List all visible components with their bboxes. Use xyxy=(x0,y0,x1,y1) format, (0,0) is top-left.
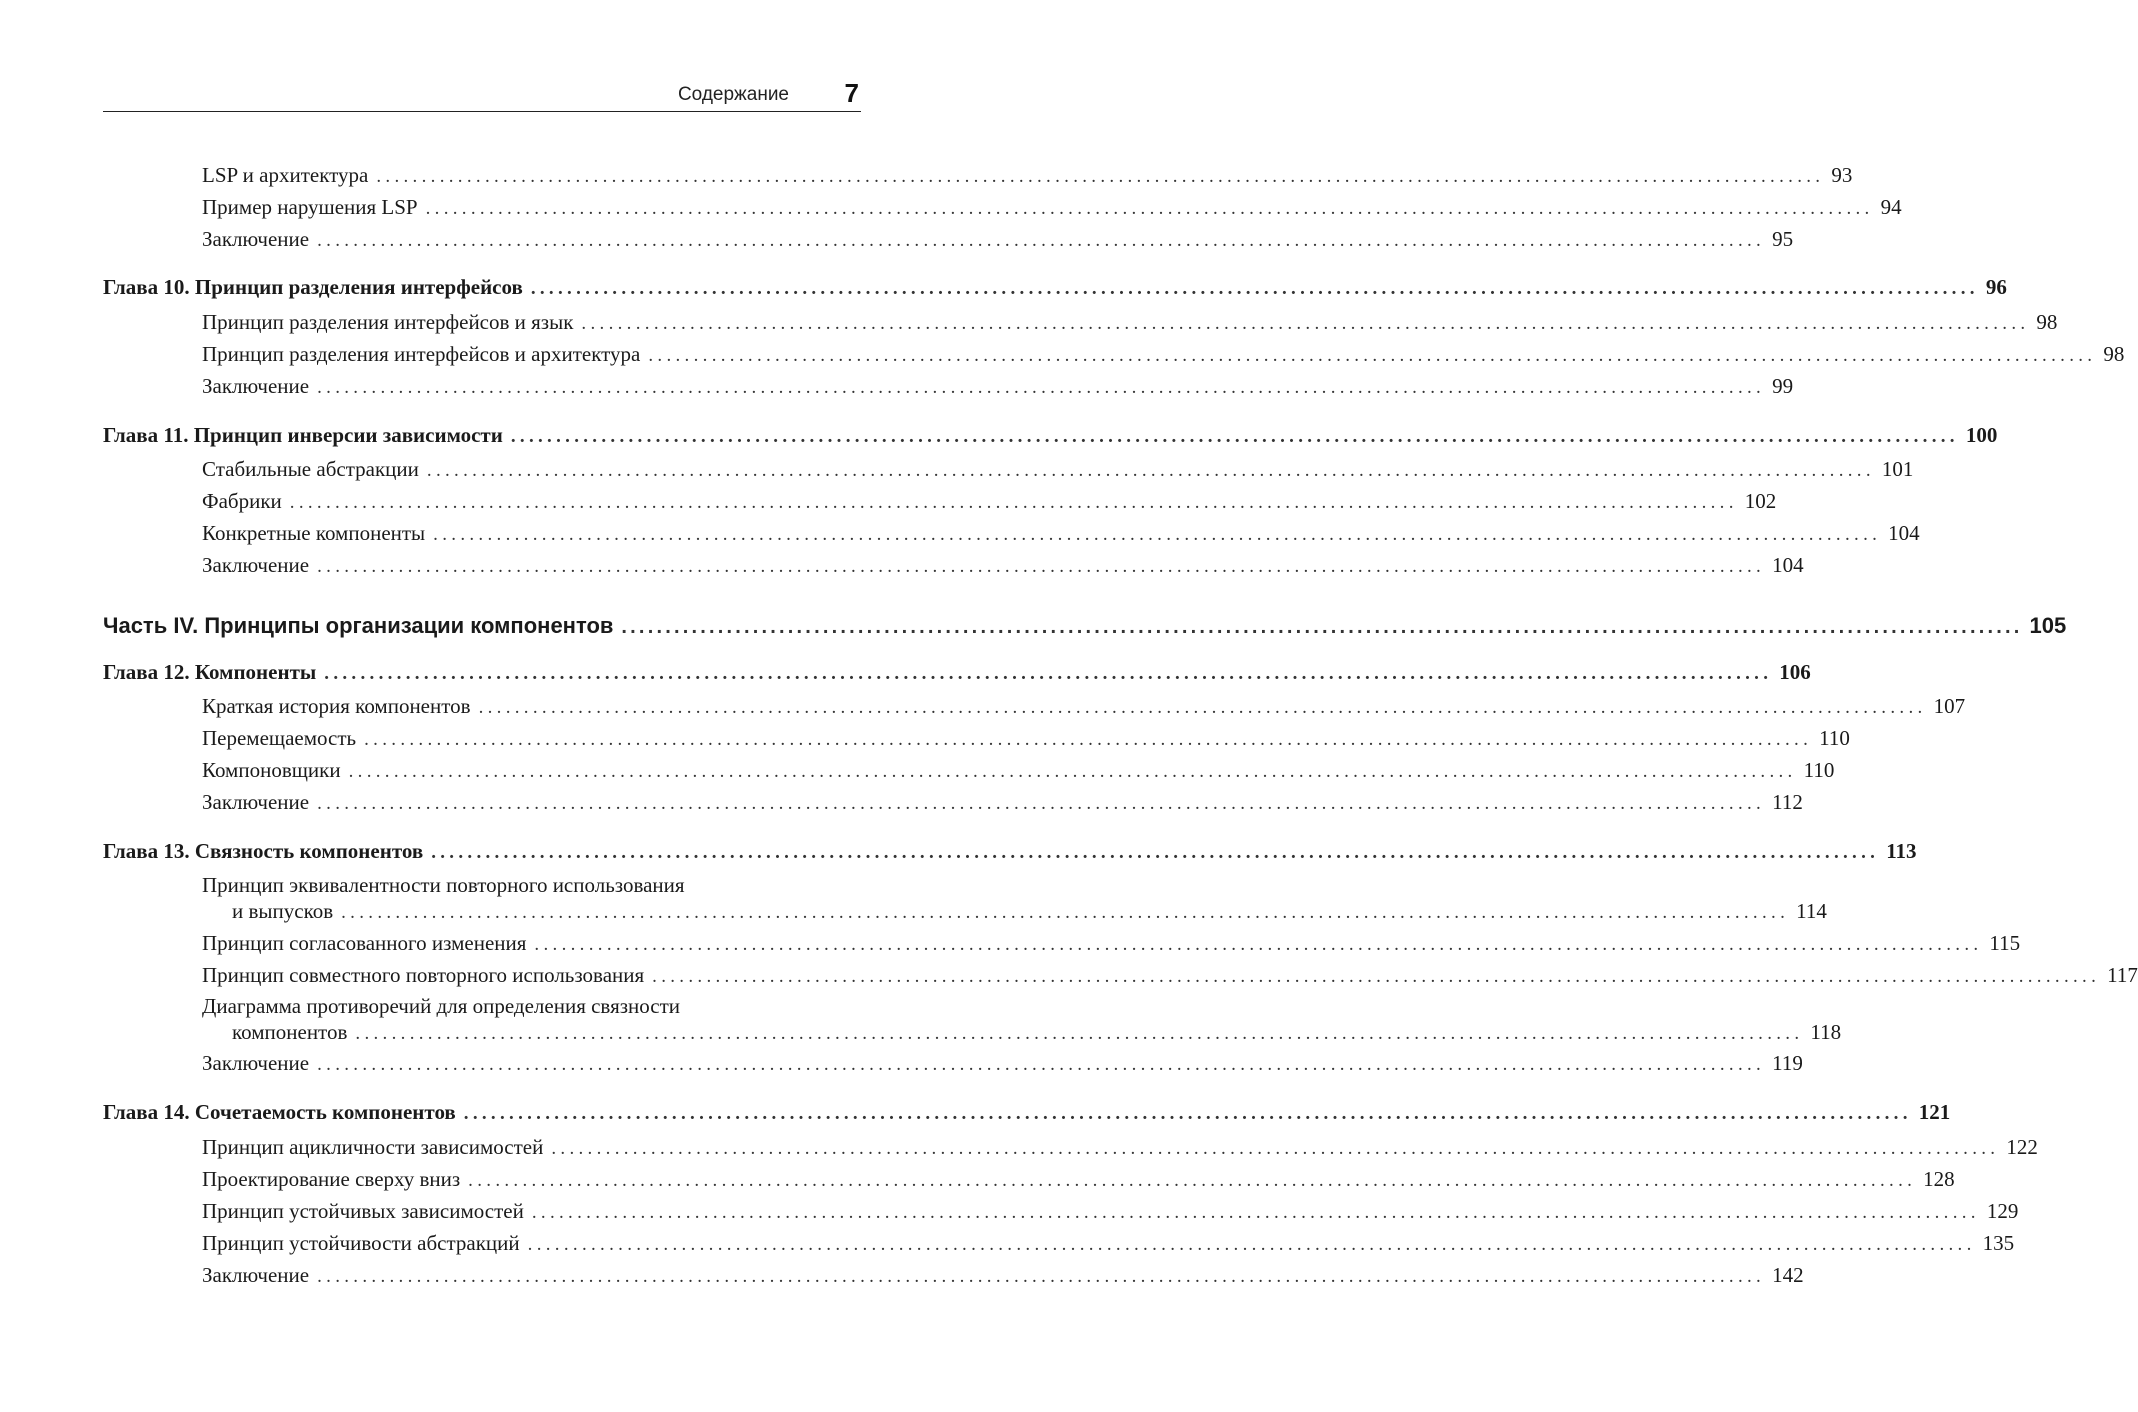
toc-entry-page: 99 xyxy=(1772,374,1794,398)
toc-entry-page: 119 xyxy=(1772,1051,1803,1075)
dot-leader: ................................................................................................................................................................ xyxy=(648,345,2097,366)
toc-entry-title: Фабрики xyxy=(202,489,282,513)
toc-entry-page: 142 xyxy=(1772,1263,1804,1287)
running-head-title: Содержание xyxy=(677,84,789,105)
toc-entry-section[interactable] xyxy=(202,227,1794,253)
dot-leader: ................................................................................................................................................................ xyxy=(317,377,1766,398)
toc-entry-page: 104 xyxy=(1888,521,1920,545)
toc-entry-section[interactable] xyxy=(202,1231,2015,1257)
toc-entry-section[interactable] xyxy=(202,1135,2038,1161)
toc-entry-title: Принцип устойчивых зависимостей xyxy=(202,1199,524,1223)
dot-leader: ................................................................................................................................................................ xyxy=(581,313,2030,334)
dot-leader: ................................................................................................................................................................ xyxy=(341,902,1790,923)
toc-entry-title: Глава 13. Связность компонентов xyxy=(103,839,424,863)
toc-entry-title: Конкретные компоненты xyxy=(202,521,426,545)
toc-entry-title: Глава 11. Принцип инверсии зависимости xyxy=(103,423,503,447)
toc-entry-section[interactable] xyxy=(202,931,2021,957)
toc-entry-section[interactable] xyxy=(202,489,1777,515)
toc-entry-page: 106 xyxy=(1779,660,1811,684)
toc-entry-title: Глава 10. Принцип разделения интерфейсов xyxy=(103,275,523,299)
toc-entry-section[interactable] xyxy=(202,521,1920,547)
toc-entry-title: LSP и архитектура xyxy=(202,163,369,187)
toc-entry-page: 94 xyxy=(1880,195,1902,219)
toc-entry-section[interactable] xyxy=(202,195,1902,221)
toc-entry-page: 98 xyxy=(2103,342,2125,366)
toc-entry-title: Глава 12. Компоненты xyxy=(103,660,317,684)
toc-entry-chapter[interactable] xyxy=(103,1100,1951,1126)
dot-leader: ................................................................................................................................................................ xyxy=(431,842,1880,863)
dot-leader: ................................................................................................................................................................ xyxy=(463,1103,1912,1124)
toc-entry-title-line[interactable]: Диаграмма противоречий для определения связности xyxy=(202,994,681,1018)
toc-entry-page: 114 xyxy=(1796,899,1827,923)
toc-entry-page: 110 xyxy=(1819,726,1850,750)
toc-entry-title: и выпусков xyxy=(232,899,334,923)
dot-leader: ................................................................................................................................................................ xyxy=(355,1023,1804,1044)
dot-leader: ................................................................................................................................................................ xyxy=(531,1202,1980,1223)
toc-entry-section[interactable] xyxy=(202,758,1835,784)
dot-leader: ................................................................................................................................................................ xyxy=(348,761,1797,782)
toc-entry-section[interactable] xyxy=(202,374,1794,400)
toc-entry-title: Принцип совместного повторного использования xyxy=(202,963,645,987)
toc-entry-page: 113 xyxy=(1886,839,1917,863)
toc-entry-title: Перемещаемость xyxy=(202,726,357,750)
toc-entry-title: Заключение xyxy=(202,1051,310,1075)
dot-leader: ................................................................................................................................................................ xyxy=(510,426,1959,447)
toc-entry-chapter[interactable] xyxy=(103,275,2007,301)
toc-entry-section[interactable] xyxy=(202,1167,1955,1193)
toc-entry-page: 112 xyxy=(1772,790,1803,814)
toc-entry-section[interactable] xyxy=(202,726,1850,752)
toc-entry-title: Краткая история компонентов xyxy=(202,694,471,718)
dot-leader: ................................................................................................................................................................ xyxy=(621,616,2023,638)
dot-leader: ................................................................................................................................................................ xyxy=(317,1054,1766,1075)
dot-leader: ................................................................................................................................................................ xyxy=(551,1138,2000,1159)
toc-entry-title: Принцип согласованного изменения xyxy=(202,931,527,955)
dot-leader: ................................................................................................................................................................ xyxy=(468,1170,1917,1191)
toc-entry-page: 104 xyxy=(1772,553,1804,577)
toc-entry-section[interactable] xyxy=(202,457,1914,483)
toc-entry-title: Глава 14. Сочетаемость компонентов xyxy=(103,1100,456,1124)
toc-entry-section[interactable] xyxy=(232,899,1827,925)
toc-entry-section[interactable] xyxy=(202,342,2125,368)
toc-entry-page: 118 xyxy=(1810,1020,1842,1044)
toc-entry-section[interactable] xyxy=(202,1051,1803,1077)
dot-leader: ................................................................................................................................................................ xyxy=(534,934,1983,955)
dot-leader: ................................................................................................................................................................ xyxy=(425,198,1874,219)
toc-entry-title: Заключение xyxy=(202,374,310,398)
toc-entry-title: Стабильные абстракции xyxy=(202,457,419,481)
toc-entry-section[interactable] xyxy=(232,1020,1842,1046)
toc-entry-section[interactable] xyxy=(202,963,2138,989)
toc-entry-section[interactable] xyxy=(202,310,2058,336)
toc-entry-title: Заключение xyxy=(202,1263,310,1287)
toc-entry-page: 129 xyxy=(1986,1199,2019,1223)
toc-entry-title: Принцип ацикличности зависимостей xyxy=(202,1135,544,1159)
toc-entry-title: Заключение xyxy=(202,790,310,814)
dot-leader: ................................................................................................................................................................ xyxy=(317,556,1766,577)
dot-leader: ................................................................................................................................................................ xyxy=(317,230,1766,251)
toc-entry-page: 105 xyxy=(2029,613,2067,638)
page-number: 7 xyxy=(844,78,859,108)
toc-entry-page: 135 xyxy=(1982,1231,2015,1255)
toc-entry-title: Заключение xyxy=(202,227,310,251)
toc-entry-page: 121 xyxy=(1918,1100,1951,1124)
toc-entry-title: Пример нарушения LSP xyxy=(202,195,418,219)
toc-entry-title: Компоновщики xyxy=(202,758,341,782)
toc-entry-page: 115 xyxy=(1989,931,2021,955)
dot-leader: ................................................................................................................................................................ xyxy=(527,1234,1976,1255)
toc-entry-title-line[interactable]: Принцип эквивалентности повторного использования xyxy=(202,873,685,897)
dot-leader: ................................................................................................................................................................ xyxy=(364,729,1813,750)
toc-entry-page: 117 xyxy=(2107,963,2138,987)
toc-entry-page: 122 xyxy=(2006,1135,2038,1159)
toc-entry-title: компонентов xyxy=(232,1020,348,1044)
dot-leader: ................................................................................................................................................................ xyxy=(317,793,1766,814)
toc-entry-page: 100 xyxy=(1965,423,1998,447)
toc-entry-page: 128 xyxy=(1923,1167,1955,1191)
dot-leader: ................................................................................................................................................................ xyxy=(317,1266,1766,1287)
dot-leader: ................................................................................................................................................................ xyxy=(530,278,1979,299)
dot-leader: ................................................................................................................................................................ xyxy=(433,524,1882,545)
toc-entry-chapter[interactable] xyxy=(103,660,1811,686)
dot-leader: ................................................................................................................................................................ xyxy=(652,966,2101,987)
dot-leader: ................................................................................................................................................................ xyxy=(289,492,1738,513)
toc-entry-section[interactable] xyxy=(202,1263,1804,1289)
toc-entry-title: Принцип устойчивости абстракций xyxy=(202,1231,520,1255)
dot-leader: ................................................................................................................................................................ xyxy=(426,460,1875,481)
toc-entry-page: 98 xyxy=(2036,310,2058,334)
toc-entry-section[interactable] xyxy=(202,790,1803,816)
dot-leader: ................................................................................................................................................................ xyxy=(324,663,1773,684)
toc-entry-page: 93 xyxy=(1831,163,1853,187)
toc-entry-section[interactable] xyxy=(202,163,1853,189)
dot-leader: ................................................................................................................................................................ xyxy=(376,166,1825,187)
toc-entry-title: Проектирование сверху вниз xyxy=(202,1167,461,1191)
toc-entry-page: 110 xyxy=(1803,758,1835,782)
toc-entry-title: Принцип разделения интерфейсов и язык xyxy=(202,310,574,334)
toc-entry-title: Заключение xyxy=(202,553,310,577)
toc-entry-page: 95 xyxy=(1772,227,1794,251)
toc-entry-chapter[interactable] xyxy=(103,423,1998,449)
toc-entry-chapter[interactable] xyxy=(103,839,1917,865)
toc-entry-page: 107 xyxy=(1933,694,1966,718)
toc-entry-page: 96 xyxy=(1985,275,2007,299)
toc-entry-section[interactable] xyxy=(202,1199,2019,1225)
toc-entry-section[interactable] xyxy=(202,553,1804,579)
toc-entry-part[interactable] xyxy=(103,613,2067,640)
toc-entry-page: 101 xyxy=(1881,457,1914,481)
dot-leader: ................................................................................................................................................................ xyxy=(478,697,1927,718)
toc-entry-section[interactable] xyxy=(202,694,1966,720)
toc-entry-page: 102 xyxy=(1744,489,1777,513)
toc-entry-title: Часть IV. Принципы организации компонентов xyxy=(103,613,614,638)
toc-entry-title: Принцип разделения интерфейсов и архитектура xyxy=(202,342,641,366)
